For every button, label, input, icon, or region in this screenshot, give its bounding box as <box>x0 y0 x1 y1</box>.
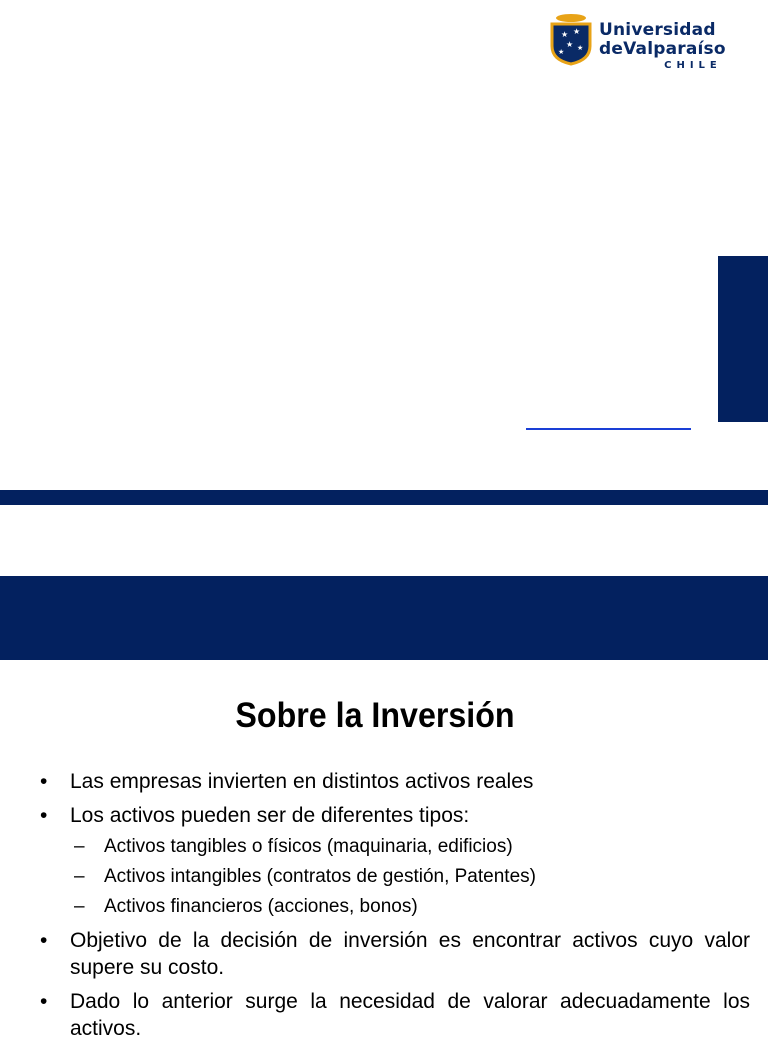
sub-bullet-text: Activos tangibles o físicos (maquinaria, edificios) <box>104 836 513 857</box>
header-band <box>0 576 768 660</box>
logo-line-1: Universidad <box>599 20 716 40</box>
logo-wordmark <box>599 21 726 72</box>
logo-line-2: deValparaíso <box>599 39 726 59</box>
dash-icon: – <box>74 836 85 857</box>
svg-text:★: ★ <box>561 30 569 39</box>
sub-bullet-item <box>40 865 750 889</box>
university-logo <box>548 10 728 74</box>
bullet-item <box>40 768 750 795</box>
svg-text:★: ★ <box>558 48 565 56</box>
dash-icon: – <box>74 866 85 887</box>
bullet-text: Dado lo anterior surge la necesidad de valorar adecuadamente los activos. <box>70 990 750 1040</box>
sub-bullet-text: Activos financieros (acciones, bonos) <box>104 896 418 917</box>
slide-title: Sobre la Inversión <box>235 696 515 735</box>
sub-bullet-text: Activos intangibles (contratos de gestión, Patentes) <box>104 866 536 887</box>
bullet-icon: • <box>40 770 48 793</box>
bullet-text: Objetivo de la decisión de inversión es encontrar activos cuyo valor supere su costo. <box>70 929 750 979</box>
footer-band <box>0 490 768 505</box>
svg-text:★: ★ <box>577 44 584 52</box>
bullet-item <box>40 988 750 1042</box>
link-underline[interactable] <box>526 428 691 430</box>
bullet-icon: • <box>40 990 48 1013</box>
sub-bullet-item <box>40 895 750 919</box>
sub-bullet-item <box>40 835 750 859</box>
logo-line-3: CHILE <box>664 60 722 71</box>
star-shield-emblem-icon <box>548 10 594 66</box>
slide-content <box>40 768 750 1042</box>
bullet-item <box>40 802 750 829</box>
bullet-icon: • <box>40 804 48 827</box>
bullet-item <box>40 927 750 981</box>
svg-text:★: ★ <box>566 40 574 49</box>
dash-icon: – <box>74 896 85 917</box>
bullet-icon: • <box>40 929 48 952</box>
slide-2 <box>0 576 768 1040</box>
bullet-text: Los activos pueden ser de diferentes tipos: <box>70 804 470 827</box>
svg-text:★: ★ <box>573 27 581 36</box>
bullet-text: Las empresas invierten en distintos activos reales <box>70 770 534 793</box>
side-accent-block <box>718 256 768 422</box>
slide-1 <box>0 0 768 505</box>
